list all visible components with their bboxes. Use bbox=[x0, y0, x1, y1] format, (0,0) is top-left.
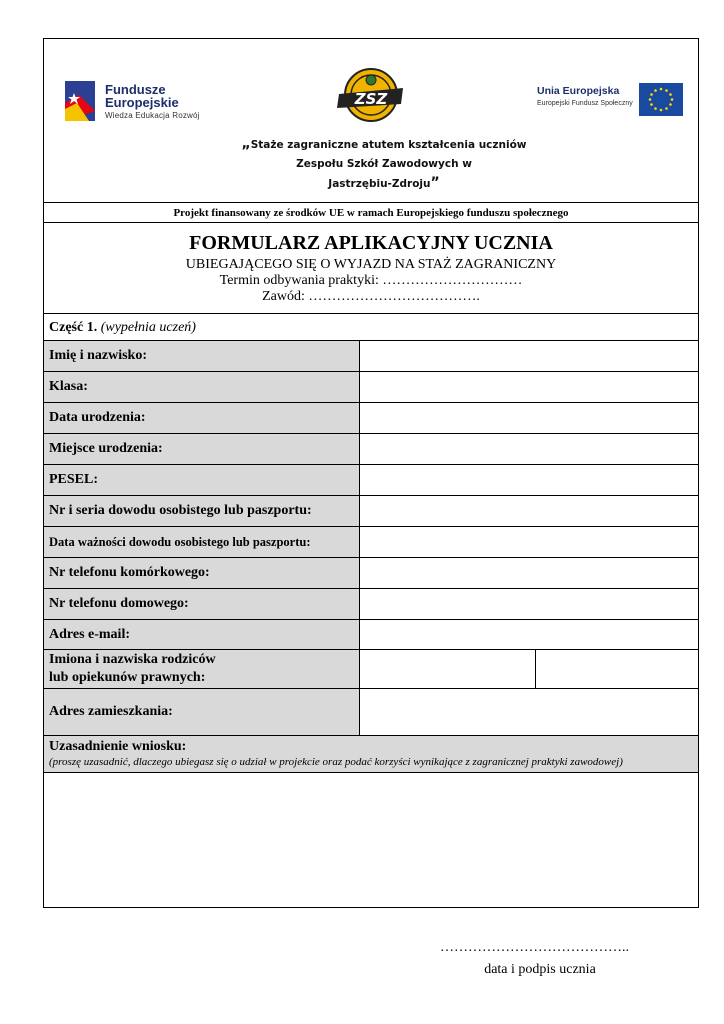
part-note: (wypełnia uczeń) bbox=[100, 320, 196, 335]
fe-logo-line2: Europejskie bbox=[105, 95, 179, 110]
eu-flag-icon bbox=[639, 83, 683, 116]
field-label-parents-line1: Imiona i nazwiska rodziców bbox=[49, 652, 216, 667]
justification-note: (proszę uzasadnić, dlaczego ubiegasz się o udział w projekcie oraz podać korzyści wynikające z zagranicznej praktyki zawodowej) bbox=[49, 756, 623, 768]
field-input-parent-1[interactable] bbox=[361, 650, 535, 688]
form-subtitle: UBIEGAJĄCEGO SIĘ O WYJAZD NA STAŻ ZAGRANICZNY bbox=[185, 257, 557, 272]
form-row-name bbox=[44, 341, 698, 372]
form-row-home-phone bbox=[44, 589, 698, 620]
slogan-open-quote: „ bbox=[241, 136, 251, 152]
field-input-mobile[interactable] bbox=[361, 558, 698, 588]
form-title-block bbox=[44, 224, 698, 314]
fe-logo-line3: Wiedza Edukacja Rozwój bbox=[105, 111, 200, 120]
field-label-birth-place: Miejsce urodzenia: bbox=[44, 434, 360, 464]
part-label: Część 1. bbox=[49, 320, 98, 335]
fe-flag-icon bbox=[65, 81, 95, 121]
field-label-home-phone: Nr telefonu domowego: bbox=[44, 589, 360, 619]
signature-line[interactable]: ………………………………….. bbox=[440, 940, 629, 955]
field-input-class[interactable] bbox=[361, 372, 698, 402]
slogan-line2: Zespołu Szkół Zawodowych w bbox=[296, 158, 472, 170]
field-input-address[interactable] bbox=[361, 689, 698, 735]
field-label-id-validity: Data ważności dowodu osobistego lub paszportu: bbox=[44, 527, 360, 557]
field-input-birth-date[interactable] bbox=[361, 403, 698, 433]
field-label-pesel: PESEL: bbox=[44, 465, 360, 495]
form-row-id-validity bbox=[44, 527, 698, 558]
field-input-birth-place[interactable] bbox=[361, 434, 698, 464]
field-label-mobile: Nr telefonu komórkowego: bbox=[44, 558, 360, 588]
field-label-name: Imię i nazwisko: bbox=[44, 341, 360, 371]
funding-note: Projekt finansowany ze środków UE w ramach Europejskiego funduszu społecznego bbox=[44, 203, 698, 223]
part-heading bbox=[44, 315, 698, 341]
header bbox=[44, 39, 698, 203]
slogan-line1: Staże zagraniczne atutem kształcenia uczniów bbox=[250, 139, 527, 151]
field-input-home-phone[interactable] bbox=[361, 589, 698, 619]
form-row-id-number bbox=[44, 496, 698, 527]
school-logo-icon bbox=[335, 66, 407, 124]
profession-line: Zawód: ………………………………. bbox=[262, 289, 480, 304]
field-input-email[interactable] bbox=[361, 620, 698, 649]
form-row-birth-date bbox=[44, 403, 698, 434]
slogan-line3: Jastrzębiu-Zdroju bbox=[328, 178, 431, 190]
justification-heading-block bbox=[44, 736, 698, 773]
field-label-birth-date: Data urodzenia: bbox=[44, 403, 360, 433]
school-logo-text: ZSZ bbox=[354, 90, 388, 108]
field-input-pesel[interactable] bbox=[361, 465, 698, 495]
field-label-parents bbox=[44, 650, 360, 688]
field-input-id-validity[interactable] bbox=[361, 527, 698, 557]
application-form bbox=[43, 38, 699, 908]
form-row-class bbox=[44, 372, 698, 403]
eu-logo-line1: Unia Europejska bbox=[537, 85, 620, 97]
signature-caption: data i podpis ucznia bbox=[484, 962, 596, 977]
internship-term-line: Termin odbywania praktyki: ………………………… bbox=[219, 273, 523, 288]
form-row-birth-place bbox=[44, 434, 698, 465]
field-input-id-number[interactable] bbox=[361, 496, 698, 526]
field-label-email: Adres e-mail: bbox=[44, 620, 360, 649]
slogan-close-quote: ” bbox=[430, 175, 440, 191]
field-input-parent-2[interactable] bbox=[536, 650, 698, 688]
fe-logo-line1: Fundusze bbox=[105, 82, 166, 97]
fundusze-europejskie-logo bbox=[65, 81, 225, 125]
signature-block bbox=[440, 940, 640, 978]
justification-heading: Uzasadnienie wniosku: bbox=[49, 739, 187, 754]
justification-input[interactable] bbox=[44, 774, 698, 907]
field-label-parents-line2: lub opiekunów prawnych: bbox=[49, 670, 206, 685]
form-row-address bbox=[44, 689, 698, 736]
form-row-parents bbox=[44, 650, 698, 689]
form-title: FORMULARZ APLIKACYJNY UCZNIA bbox=[189, 232, 553, 254]
form-row-email bbox=[44, 620, 698, 650]
field-label-class: Klasa: bbox=[44, 372, 360, 402]
project-slogan bbox=[194, 135, 574, 194]
eu-logo-line2: Europejski Fundusz Społeczny bbox=[537, 100, 633, 107]
form-row-pesel bbox=[44, 465, 698, 496]
field-input-name[interactable] bbox=[361, 341, 698, 371]
form-row-mobile bbox=[44, 558, 698, 589]
eu-logo bbox=[533, 81, 693, 121]
field-label-address: Adres zamieszkania: bbox=[44, 689, 360, 735]
field-label-id-number: Nr i seria dowodu osobistego lub paszportu: bbox=[44, 496, 360, 526]
